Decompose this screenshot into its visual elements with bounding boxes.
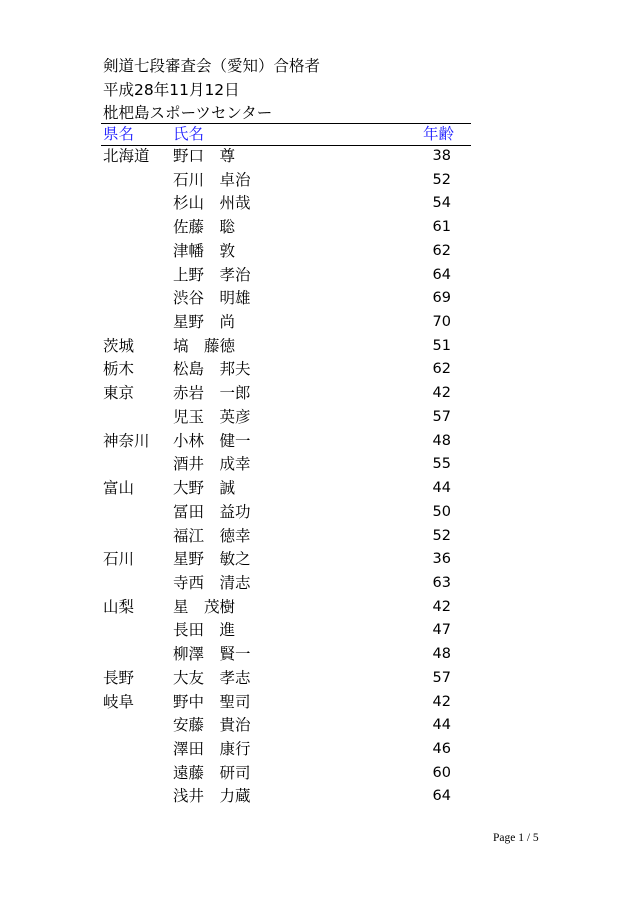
age-cell: 42 — [432, 693, 451, 710]
table-row — [103, 453, 471, 477]
table-row — [103, 501, 471, 525]
name-cell: 野中 聖司 — [173, 692, 251, 711]
age-cell: 62 — [432, 242, 451, 259]
name-cell: 星野 敏之 — [173, 550, 251, 569]
age-cell: 38 — [432, 148, 451, 164]
prefecture-cell: 神奈川 — [103, 431, 150, 450]
table-row — [103, 216, 471, 240]
prefecture-cell: 栃木 — [103, 360, 135, 379]
table-row — [103, 240, 471, 264]
age-cell: 63 — [432, 574, 451, 591]
name-cell: 安藤 貴治 — [173, 716, 251, 735]
age-cell: 62 — [432, 361, 451, 378]
name-cell: 杉山 州哉 — [173, 194, 251, 213]
name-cell: 星野 尚 — [173, 313, 236, 332]
name-cell: 塙 藤徳 — [173, 336, 236, 355]
table-row — [103, 287, 471, 311]
name-cell: 大友 孝志 — [173, 668, 251, 687]
age-cell: 52 — [432, 527, 451, 544]
prefecture-cell: 富山 — [103, 479, 135, 498]
table-row — [103, 738, 471, 762]
age-cell: 46 — [432, 740, 451, 757]
name-cell: 佐藤 聡 — [173, 218, 236, 237]
name-cell: 澤田 康行 — [173, 739, 251, 758]
column-header-name: 氏名 — [173, 125, 205, 143]
table-row — [103, 525, 471, 549]
document-date: 平成28年11月12日 — [103, 80, 240, 99]
table-row — [103, 714, 471, 738]
results-table — [103, 145, 471, 809]
age-cell: 64 — [432, 266, 451, 283]
table-row — [103, 335, 471, 359]
column-header-age: 年齢 — [423, 125, 455, 143]
table-row — [103, 548, 471, 572]
prefecture-cell: 長野 — [103, 668, 135, 687]
table-row — [103, 785, 471, 809]
name-cell: 渋谷 明雄 — [173, 289, 251, 308]
age-cell: 36 — [432, 551, 451, 568]
table-row — [103, 572, 471, 596]
table-row — [103, 596, 471, 620]
table-header — [101, 123, 471, 146]
name-cell: 冨田 益功 — [173, 502, 251, 521]
prefecture-cell: 北海道 — [103, 147, 150, 165]
table-row — [103, 643, 471, 667]
name-cell: 大野 誠 — [173, 479, 236, 498]
age-cell: 48 — [432, 432, 451, 449]
age-cell: 44 — [432, 717, 451, 734]
name-cell: 野口 尊 — [173, 147, 236, 165]
age-cell: 42 — [432, 385, 451, 402]
age-cell: 69 — [432, 290, 451, 307]
age-cell: 60 — [432, 764, 451, 781]
age-cell: 48 — [432, 646, 451, 663]
prefecture-cell: 茨城 — [103, 336, 135, 355]
age-cell: 57 — [432, 669, 451, 686]
age-cell: 50 — [432, 503, 451, 520]
table-row — [103, 358, 471, 382]
age-cell: 64 — [432, 788, 451, 805]
age-cell: 52 — [432, 171, 451, 188]
name-cell: 星 茂樹 — [173, 597, 236, 616]
age-cell: 51 — [432, 337, 451, 354]
name-cell: 松島 邦夫 — [173, 360, 251, 379]
table-row — [103, 762, 471, 786]
document-title: 剣道七段審査会（愛知）合格者 — [103, 57, 321, 75]
age-cell: 57 — [432, 408, 451, 425]
page-indicator: Page 1 / 5 — [493, 832, 539, 844]
prefecture-cell: 岐阜 — [103, 692, 135, 711]
age-cell: 61 — [432, 219, 451, 236]
table-row — [103, 406, 471, 430]
age-cell: 44 — [432, 480, 451, 497]
name-cell: 寺西 清志 — [173, 573, 251, 592]
document-header — [103, 55, 320, 126]
name-cell: 津幡 敦 — [173, 241, 236, 260]
prefecture-cell: 石川 — [103, 550, 135, 569]
name-cell: 長田 進 — [173, 621, 236, 640]
name-cell: 浅井 力蔵 — [173, 787, 251, 806]
table-row — [103, 145, 471, 169]
table-row — [103, 264, 471, 288]
table-row — [103, 667, 471, 691]
age-cell: 42 — [432, 598, 451, 615]
name-cell: 上野 孝治 — [173, 265, 251, 284]
age-cell: 70 — [432, 314, 451, 331]
prefecture-cell: 東京 — [103, 384, 135, 403]
table-row — [103, 169, 471, 193]
table-row — [103, 382, 471, 406]
name-cell: 福江 徳幸 — [173, 526, 251, 545]
document-venue: 枇杷島スポーツセンター — [103, 104, 273, 122]
age-cell: 55 — [432, 456, 451, 473]
name-cell: 小林 健一 — [173, 431, 251, 450]
age-cell: 47 — [432, 622, 451, 639]
age-cell: 54 — [432, 195, 451, 212]
column-header-prefecture: 県名 — [103, 125, 135, 143]
table-row — [103, 192, 471, 216]
table-row — [103, 430, 471, 454]
name-cell: 児玉 英彦 — [173, 407, 251, 426]
name-cell: 赤岩 一郎 — [173, 384, 251, 403]
table-row — [103, 477, 471, 501]
prefecture-cell: 山梨 — [103, 597, 135, 616]
name-cell: 柳澤 賢一 — [173, 645, 251, 664]
table-row — [103, 311, 471, 335]
table-row — [103, 619, 471, 643]
name-cell: 石川 卓治 — [173, 170, 251, 189]
name-cell: 遠藤 研司 — [173, 763, 251, 782]
table-row — [103, 691, 471, 715]
name-cell: 酒井 成幸 — [173, 455, 251, 474]
